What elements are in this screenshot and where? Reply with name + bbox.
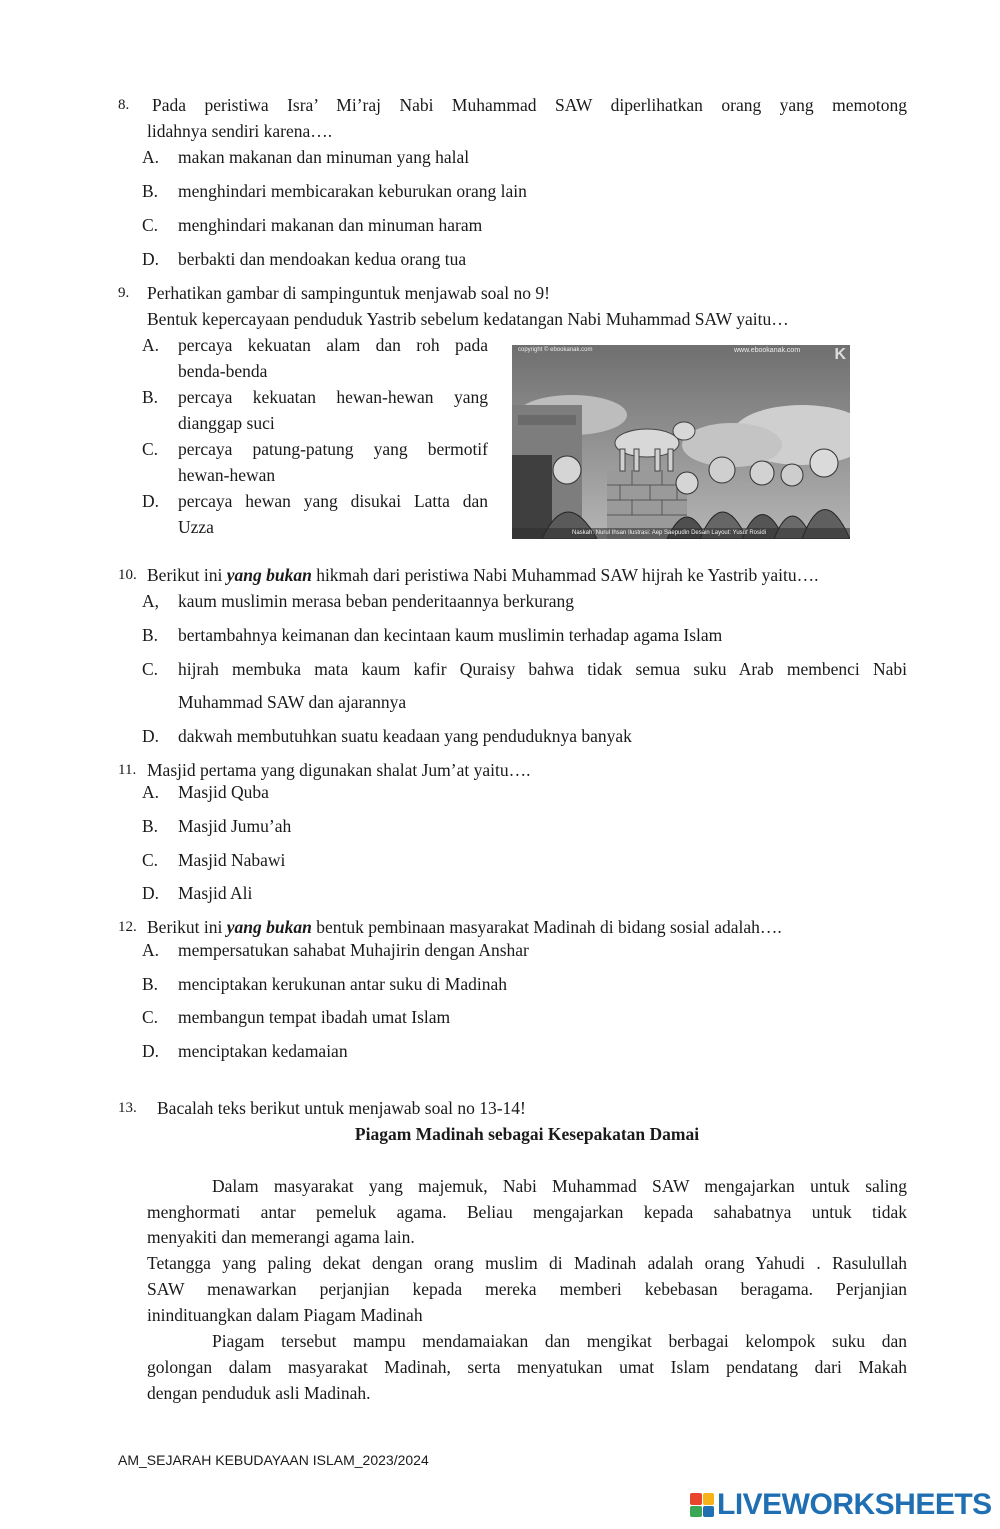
emphasis-text: yang bukan xyxy=(226,917,312,937)
passage-line: Piagam tersebut mampu mendamaiakan dan mengikat berbagai kelompok suku dan xyxy=(212,1331,907,1351)
copyright-text: copyright © ebookanak.com xyxy=(518,347,593,353)
option-letter: B. xyxy=(142,625,159,645)
question-suffix: hikmah dari peristiwa Nabi Muhammad SAW hijrah ke Yastrib yaitu…. xyxy=(311,565,819,585)
passage-title: Piagam Madinah sebagai Kesepakatan Damai xyxy=(354,1124,700,1144)
option-text: hijrah membuka mata kaum kafir Quraisy bahwa tidak semua suku Arab membenci Nabi xyxy=(178,659,907,679)
page-footer: AM_SEJARAH KEBUDAYAAN ISLAM_2023/2024 xyxy=(118,1452,429,1468)
passage-line: Tetangga yang paling dekat dengan orang muslim di Madinah adalah orang Yahudi . Rasulullah xyxy=(147,1253,907,1273)
site-text: www.ebookanak.com xyxy=(734,347,801,354)
question-text-cont: Bentuk kepercayaan penduduk Yastrib sebelum kedatangan Nabi Muhammad SAW yaitu… xyxy=(147,309,789,329)
option-letter: C. xyxy=(142,439,159,459)
option-letter: C. xyxy=(142,215,159,235)
option-text: kaum muslimin merasa beban penderitaannya berkurang xyxy=(178,591,575,611)
option-text-cont: hewan-hewan xyxy=(178,465,276,485)
option-letter: A, xyxy=(142,591,160,611)
passage-line: SAW menawarkan perjanjian kepada mereka memberi kebebasan beragama. Perjanjian xyxy=(147,1279,907,1299)
option-text: Masjid Quba xyxy=(178,782,269,802)
emphasis-text: yang bukan xyxy=(226,565,312,585)
question-prefix: Berikut ini xyxy=(147,917,227,937)
liveworksheets-brand[interactable] xyxy=(690,1488,992,1522)
passage-line: Dalam masyarakat yang majemuk, Nabi Muhammad SAW mengajarkan untuk saling xyxy=(212,1176,907,1196)
option-text: membangun tempat ibadah umat Islam xyxy=(178,1007,451,1027)
option-letter: D. xyxy=(142,249,160,269)
option-text-cont: Uzza xyxy=(178,517,214,537)
question-suffix: bentuk pembinaan masyarakat Madinah di bidang sosial adalah…. xyxy=(311,917,782,937)
cloud xyxy=(682,423,782,467)
option-letter: D. xyxy=(142,726,160,746)
option-text-cont: benda-benda xyxy=(178,361,268,381)
option-text-cont: Muhammad SAW dan ajarannya xyxy=(178,692,407,712)
question-number: 8. xyxy=(118,97,130,113)
passage-line: menyakiti dan memerangi agama lain. xyxy=(147,1227,415,1247)
liveworksheets-logo-icon xyxy=(690,1493,714,1517)
option-letter: B. xyxy=(142,181,159,201)
option-text: Masjid Ali xyxy=(178,883,253,903)
option-letter: B. xyxy=(142,816,159,836)
option-letter: A. xyxy=(142,782,160,802)
passage-line: dengan penduduk asli Madinah. xyxy=(147,1383,371,1403)
option-text: menghindari makanan dan minuman haram xyxy=(178,215,483,235)
yastrib-illustration xyxy=(512,345,850,539)
question-number: 10. xyxy=(118,567,137,583)
passage-line: golongan dalam masyarakat Madinah, serta menyatukan umat Islam pendatang dari Makah xyxy=(147,1357,907,1377)
option-text: dakwah membutuhkan suatu keadaan yang penduduknya banyak xyxy=(178,726,632,746)
option-text: menciptakan kedamaian xyxy=(178,1041,348,1061)
option-letter: D. xyxy=(142,1041,160,1061)
option-letter: B. xyxy=(142,387,159,407)
option-letter: C. xyxy=(142,1007,159,1027)
question-text: Perhatikan gambar di sampinguntuk menjawab soal no 9! xyxy=(147,283,550,303)
option-text-cont: dianggap suci xyxy=(178,413,275,433)
option-text: berbakti dan mendoakan kedua orang tua xyxy=(178,249,467,269)
illustration-drawing xyxy=(512,345,850,539)
option-text: percaya patung-patung yang bermotif xyxy=(178,439,488,459)
question-number: 9. xyxy=(118,285,130,301)
passage-line: inindituangkan dalam Piagam Madinah xyxy=(147,1305,423,1325)
option-text: mempersatukan sahabat Muhajirin dengan Anshar xyxy=(178,940,529,960)
option-letter: A. xyxy=(142,940,160,960)
option-text: bertambahnya keimanan dan kecintaan kaum muslimin terhadap agama Islam xyxy=(178,625,723,645)
option-letter: D. xyxy=(142,883,160,903)
question-number: 12. xyxy=(118,919,137,935)
option-text: Masjid Jumu’ah xyxy=(178,816,292,836)
credit-text: Naskah: Nurul Ihsan Ilustrasi: Aep Saepudin Desain Layout: Yusuf Rosidi xyxy=(572,530,767,536)
option-text: menghindari membicarakan keburukan orang lain xyxy=(178,181,527,201)
question-number: 11. xyxy=(118,762,137,778)
question-text xyxy=(147,564,818,586)
option-letter: B. xyxy=(142,974,159,994)
question-text: Masjid pertama yang digunakan shalat Jum’at yaitu…. xyxy=(147,760,531,780)
building-ledge xyxy=(518,415,576,425)
question-prefix: Berikut ini xyxy=(147,565,227,585)
option-text: percaya kekuatan alam dan roh pada xyxy=(178,335,488,355)
option-letter: A. xyxy=(142,335,160,355)
option-letter: D. xyxy=(142,491,160,511)
k-badge-icon: K xyxy=(834,346,846,363)
option-text: Masjid Nabawi xyxy=(178,850,286,870)
doorway xyxy=(512,455,552,539)
question-text-cont: lidahnya sendiri karena…. xyxy=(147,121,333,141)
option-letter: C. xyxy=(142,659,159,679)
option-letter: C. xyxy=(142,850,159,870)
passage-line: menghormati antar pemeluk agama. Beliau mengajarkan kepada sahabatnya untuk tidak xyxy=(147,1202,907,1222)
question-text: Pada peristiwa Isra’ Mi’raj Nabi Muhammad SAW diperlihatkan orang yang memotong xyxy=(152,95,907,115)
option-text: menciptakan kerukunan antar suku di Madinah xyxy=(178,974,507,994)
question-number: 13. xyxy=(118,1100,137,1116)
question-text xyxy=(147,916,782,938)
brand-name: LIVEWORKSHEETS xyxy=(717,1488,992,1521)
option-text: percaya kekuatan hewan-hewan yang xyxy=(178,387,488,407)
option-letter: A. xyxy=(142,147,160,167)
option-text: percaya hewan yang disukai Latta dan xyxy=(178,491,488,511)
option-text: makan makanan dan minuman yang halal xyxy=(178,147,470,167)
question-text: Bacalah teks berikut untuk menjawab soal no 13-14! xyxy=(157,1098,526,1118)
